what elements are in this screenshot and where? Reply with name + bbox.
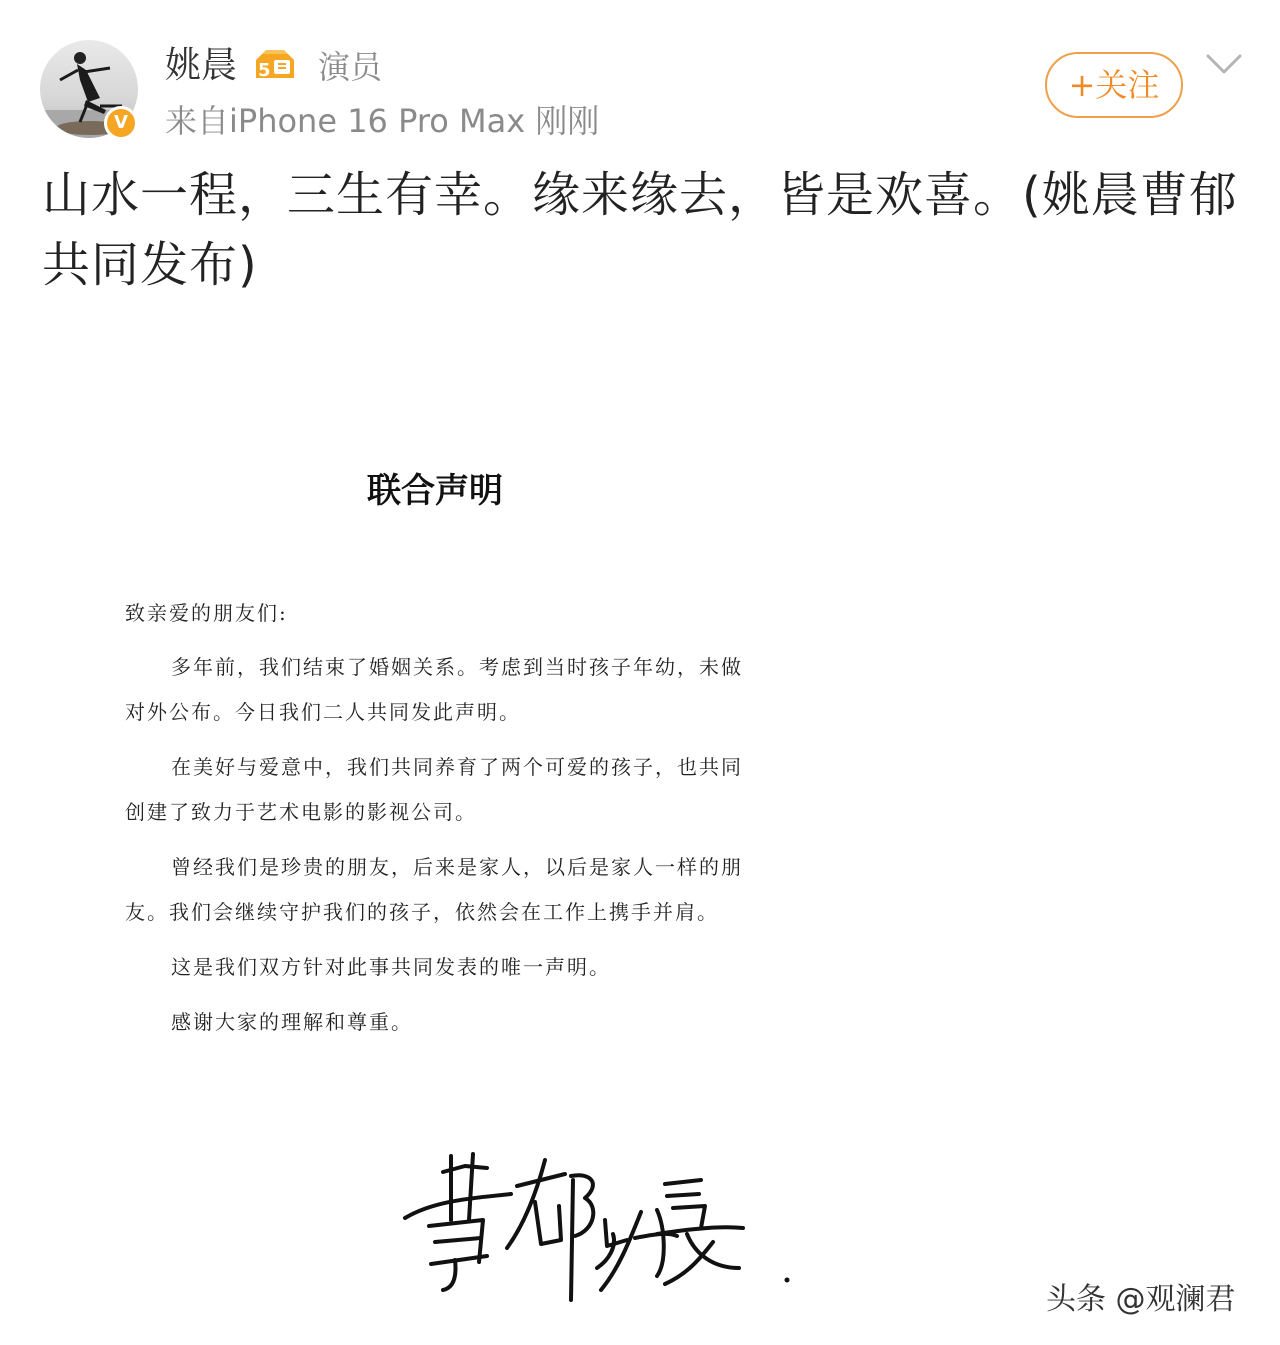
post-meta xyxy=(165,100,599,142)
post-device: 来自iPhone 16 Pro Max xyxy=(165,102,526,140)
statement-paragraph: 多年前，我们结束了婚姻关系。考虑到当时孩子年幼，未做对外公布。今日我们二人共同发此声明。 xyxy=(125,655,743,724)
handwritten-signature xyxy=(395,1150,805,1310)
post-text: 山水一程，三生有幸。缘来缘去，皆是欢喜。(姚晨曹郁共同发布) xyxy=(42,167,1238,293)
level-5-icon xyxy=(252,50,298,84)
statement-paragraph: 曾经我们是珍贵的朋友，后来是家人，以后是家人一样的朋友。我们会继续守护我们的孩子，依然会在工作上携手并肩。 xyxy=(125,855,743,924)
statement-title: 联合声明 xyxy=(367,471,503,511)
statement-paragraph: 这是我们双方针对此事共同发表的唯一声明。 xyxy=(171,955,611,979)
statement-salutation: 致亲爱的朋友们: xyxy=(125,601,288,625)
statement-paragraph: 在美好与爱意中，我们共同养育了两个可爱的孩子，也共同创建了致力于艺术电影的影视公司。 xyxy=(125,755,743,824)
verified-badge-icon: V xyxy=(104,106,138,140)
watermark: 头条 @观澜君 xyxy=(1046,1282,1236,1317)
author-role: 演员 xyxy=(318,48,383,86)
author-name[interactable]: 姚晨 xyxy=(165,45,238,86)
chevron-down-icon[interactable] xyxy=(1204,50,1244,78)
level-number: 5 xyxy=(258,60,271,81)
follow-button[interactable]: +关注 xyxy=(1045,52,1183,118)
statement-paragraph: 感谢大家的理解和尊重。 xyxy=(171,1010,413,1034)
post-time: 刚刚 xyxy=(535,102,600,140)
